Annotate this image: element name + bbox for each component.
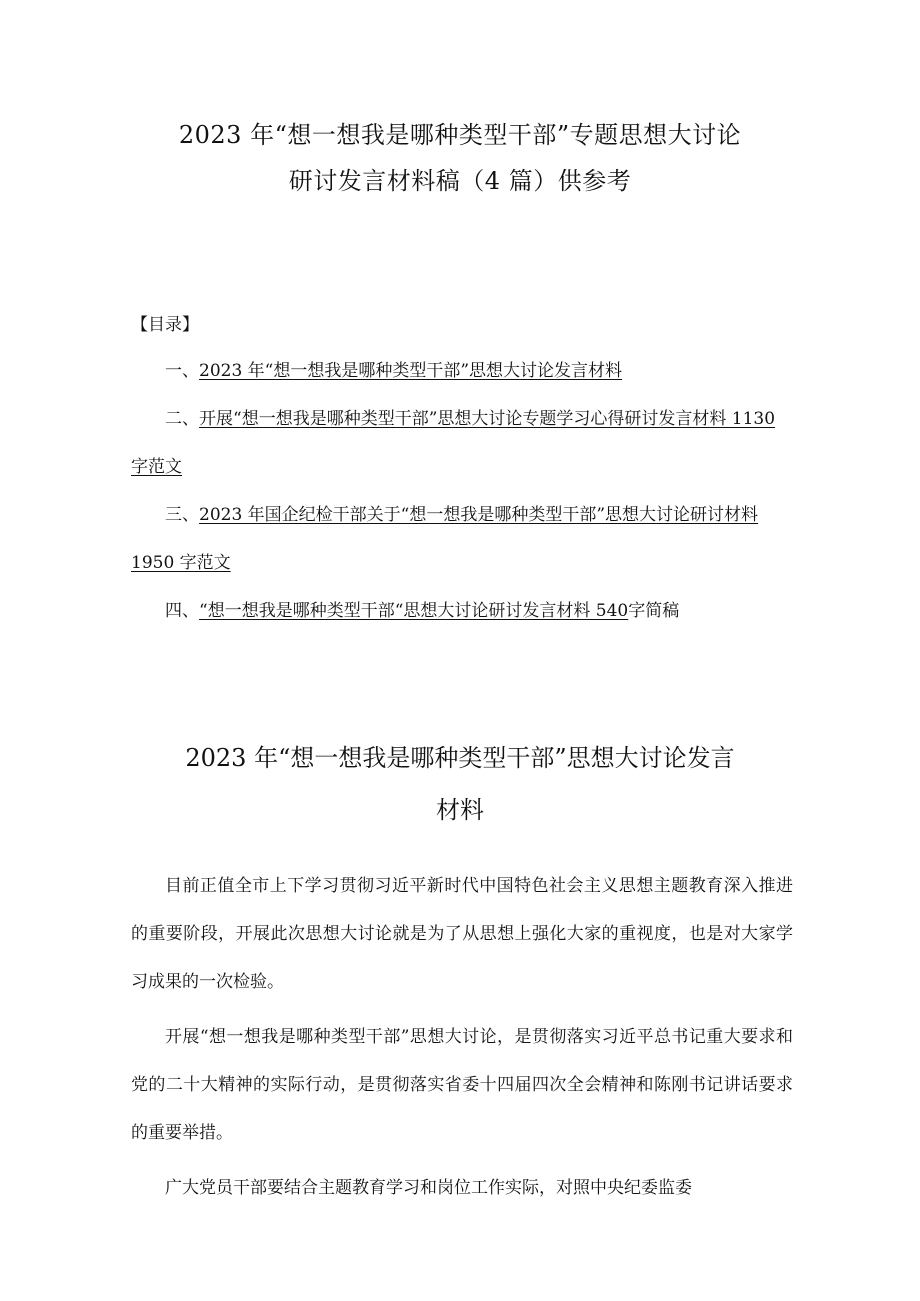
section-title-line-2: 材料 [436,796,484,824]
body-paragraph-1: 目前正值全市上下学习贯彻习近平新时代中国特色社会主义思想主题教育深入推进的重要阶段，开展此次思想大讨论就是为了从思想上强化大家的重视度，也是对大家学习成果的一次检验。 [131,876,793,992]
section-title [0,732,920,836]
toc-entry-3 [131,491,796,587]
toc-entry-2 [131,395,796,491]
toc-link-3[interactable]: 2023 年国企纪检干部关于“想一想我是哪种类型干部”思想大讨论研讨材料 1950 字范文 [131,505,759,573]
body-paragraph-2: 开展“想一想我是哪种类型干部”思想大讨论，是贯彻落实习近平总书记重大要求和党的二十大精神的实际行动，是贯彻落实省委十四届四次全会精神和陈刚书记讲话要求的重要举措。 [131,1027,793,1143]
toc-link-1[interactable]: 2023 年“想一想我是哪种类型干部”思想大讨论发言材料 [199,361,623,381]
toc-entry-number: 一、 [165,361,199,381]
toc-entry-number: 四、 [165,601,199,621]
toc-entry-suffix: 字简稿 [628,601,680,621]
toc-entry-4 [131,587,796,635]
toc-heading: 【目录】 [131,315,199,335]
toc-link-4[interactable]: “想一想我是哪种类型干部“思想大讨论研讨发言材料 540 [199,601,629,621]
document-title [0,112,920,204]
document-title-line-2: 研讨发言材料稿（4 篇）供参考 [288,167,632,195]
section-title-line-1: 2023 年“想一想我是哪种类型干部”思想大讨论发言 [185,744,735,772]
toc-entry-number: 二、 [165,409,199,429]
toc-entry-1 [131,347,796,395]
body-paragraph-3: 广大党员干部要结合主题教育学习和岗位工作实际，对照中央纪委监委 [165,1178,692,1198]
toc-entry-number: 三、 [165,505,199,525]
document-title-line-1: 2023 年“想一想我是哪种类型干部”专题思想大讨论 [178,121,742,149]
toc-link-2[interactable]: 开展“想一想我是哪种类型干部”思想大讨论专题学习心得研讨发言材料 1130 字范文 [131,409,776,477]
